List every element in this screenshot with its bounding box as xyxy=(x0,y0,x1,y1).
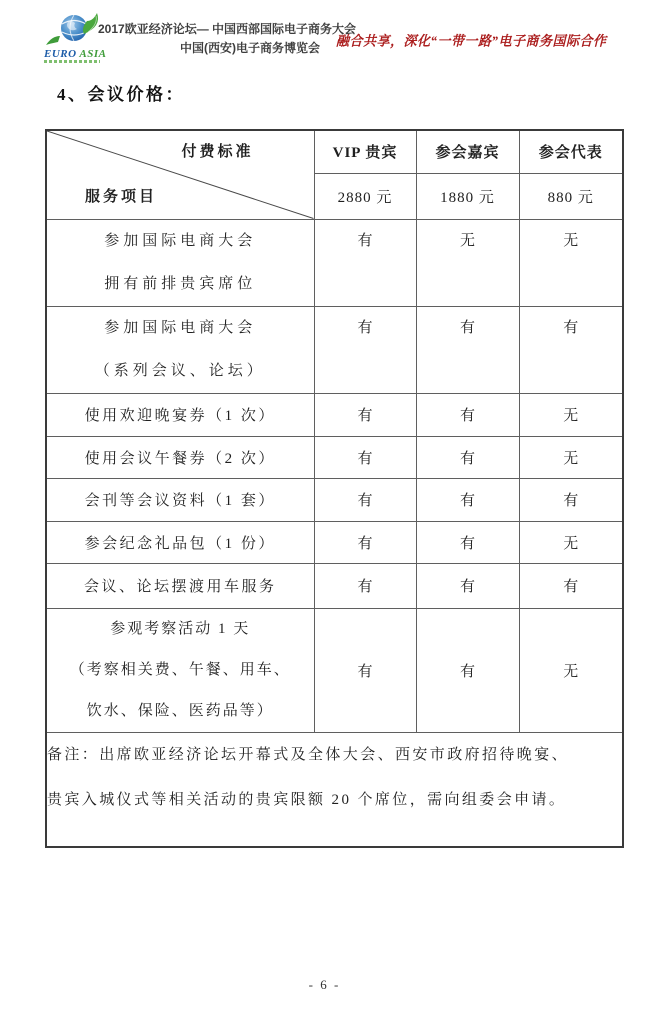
logo-word-euro: EURO xyxy=(44,48,77,60)
remark-line-1: 备注：出席欧亚经济论坛开幕式及全体大会、西安市政府招待晚宴、 xyxy=(47,746,570,763)
value-guest: 无 xyxy=(416,219,519,306)
table-row xyxy=(46,521,623,563)
value-vip: 有 xyxy=(314,219,416,306)
corner-cell xyxy=(46,130,314,219)
service-label: 参加国际电商大会 （系列会议、论坛） xyxy=(46,306,314,393)
pricing-table-container xyxy=(45,129,622,848)
remark-cell xyxy=(46,732,623,847)
price-guest: 1880 元 xyxy=(416,173,519,219)
value-vip: 有 xyxy=(314,393,416,436)
value-delegate: 有 xyxy=(519,306,623,393)
header-slogan: 融合共享，深化“一带一路”电子商务国际合作 xyxy=(336,32,607,49)
org-line-1: 2017欧亚经济论坛— 中国西部国际电子商务大会 xyxy=(98,22,357,36)
value-delegate: 无 xyxy=(519,436,623,478)
value-vip: 有 xyxy=(314,521,416,563)
column-header-guest: 参会嘉宾 xyxy=(416,130,519,173)
service-label: 会议、论坛摆渡用车服务 xyxy=(46,563,314,608)
note-row xyxy=(46,732,623,847)
table-row xyxy=(46,563,623,608)
value-delegate: 有 xyxy=(519,478,623,521)
table-header-row xyxy=(46,130,623,173)
service-label: 会刊等会议资料（1 套） xyxy=(46,478,314,521)
value-vip: 有 xyxy=(314,436,416,478)
value-guest: 有 xyxy=(416,563,519,608)
value-vip: 有 xyxy=(314,306,416,393)
value-vip: 有 xyxy=(314,608,416,732)
value-guest: 有 xyxy=(416,436,519,478)
value-guest: 有 xyxy=(416,608,519,732)
service-label: 参加国际电商大会 拥有前排贵宾席位 xyxy=(46,219,314,306)
column-header-vip: VIP 贵宾 xyxy=(314,130,416,173)
corner-label-service-item: 服务项目 xyxy=(85,188,158,205)
table-row xyxy=(46,219,623,306)
logo-subtext-bar xyxy=(44,60,100,63)
value-delegate: 无 xyxy=(519,219,623,306)
logo-word-asia: ASIA xyxy=(79,48,107,60)
table-row xyxy=(46,306,623,393)
page-number: - 6 - xyxy=(308,977,341,992)
section-title: 4、会议价格： xyxy=(57,85,185,104)
price-delegate: 880 元 xyxy=(519,173,623,219)
value-delegate: 无 xyxy=(519,521,623,563)
column-header-delegate: 参会代表 xyxy=(519,130,623,173)
remark-line-2: 贵宾入城仪式等相关活动的贵宾限额 20 个席位，需向组委会申请。 xyxy=(47,791,567,808)
corner-label-payment-standard: 付费标准 xyxy=(181,144,254,160)
service-label: 参观考察活动 1 天 （考察相关费、午餐、用车、 饮水、保险、医药品等） xyxy=(46,608,314,732)
value-guest: 有 xyxy=(416,306,519,393)
organization-title xyxy=(98,20,357,58)
value-guest: 有 xyxy=(416,521,519,563)
service-label: 参会纪念礼品包（1 份） xyxy=(46,521,314,563)
value-vip: 有 xyxy=(314,478,416,521)
value-guest: 有 xyxy=(416,478,519,521)
value-vip: 有 xyxy=(314,563,416,608)
table-row xyxy=(46,608,623,732)
service-label: 使用会议午餐券（2 次） xyxy=(46,436,314,478)
value-delegate: 无 xyxy=(519,608,623,732)
value-guest: 有 xyxy=(416,393,519,436)
table-row xyxy=(46,478,623,521)
service-label: 使用欢迎晚宴券（1 次） xyxy=(46,393,314,436)
value-delegate: 有 xyxy=(519,563,623,608)
org-line-2: 中国(西安)电子商务博览会 xyxy=(180,41,320,55)
pricing-table xyxy=(45,129,624,848)
table-row xyxy=(46,393,623,436)
price-vip: 2880 元 xyxy=(314,173,416,219)
value-delegate: 无 xyxy=(519,393,623,436)
globe-leaf-icon xyxy=(44,12,106,46)
table-row xyxy=(46,436,623,478)
